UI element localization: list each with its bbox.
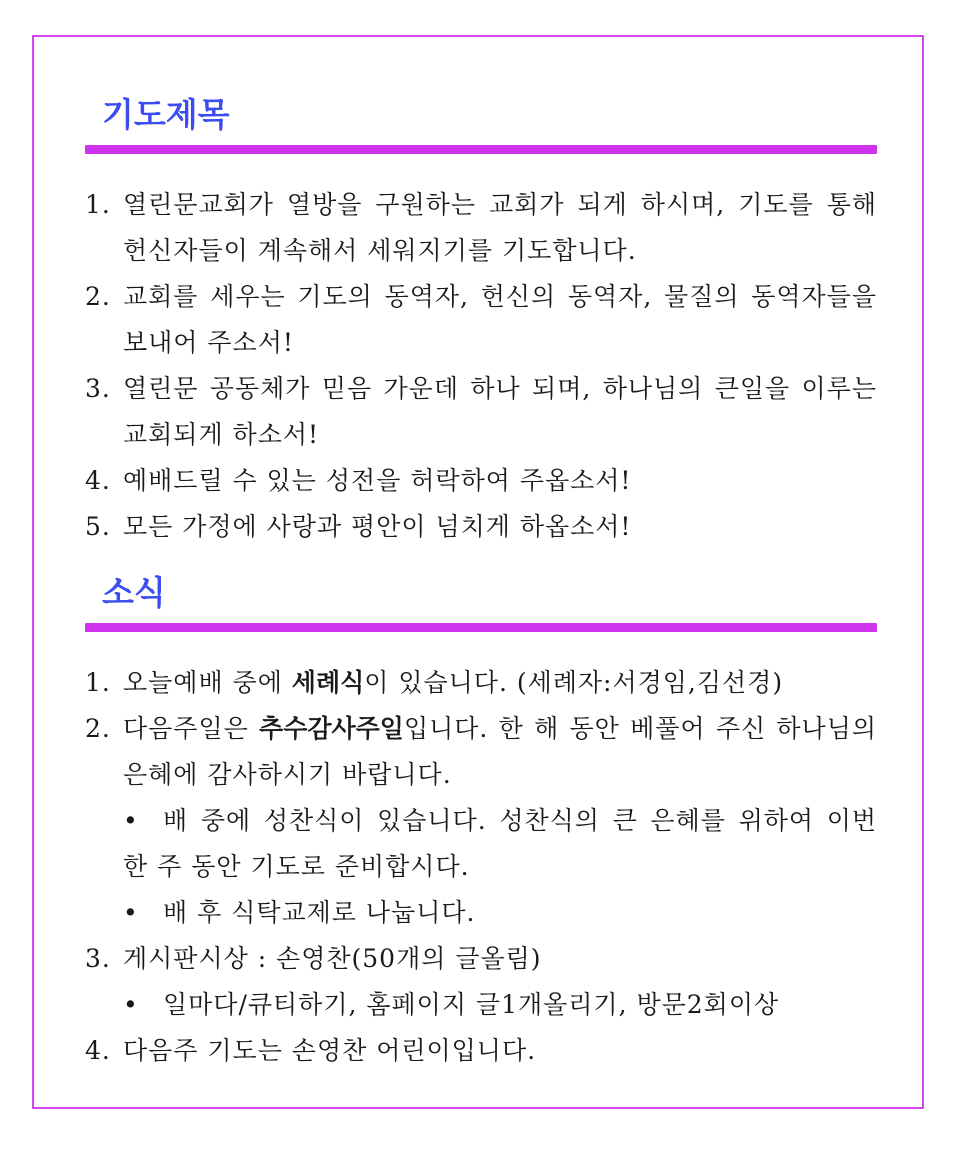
prayer-item	[85, 182, 877, 274]
item-text	[123, 660, 877, 706]
item-text: 열린문교회가 열방을 구원하는 교회가 되게 하시며, 기도를 통해 헌신자들이 계속해서 세워지기를 기도합니다.	[123, 190, 877, 265]
item-text: 모든 가정에 사랑과 평안이 넘치게 하옵소서!	[123, 512, 632, 541]
subitem-text: 배 중에 성찬식이 있습니다. 성찬식의 큰 은혜를 위하여 이번 한 주 동안 기도로 준비합시다.	[123, 806, 877, 881]
item-number: 2.	[85, 282, 111, 311]
item-text: 다음주 기도는 손영찬 어린이입니다.	[123, 1036, 537, 1065]
item-text-post: 이 있습니다. (세례자:서경임,김선경)	[364, 668, 784, 697]
bullet-icon: •	[123, 806, 139, 835]
item-text: 교회를 세우는 기도의 동역자, 헌신의 동역자, 물질의 동역자들을 보내어 주소서!	[123, 282, 877, 357]
bullet-icon: •	[123, 898, 139, 927]
item-text-pre: 오늘예배 중에	[123, 668, 292, 697]
item-text-post: 입니다. 한 해 동안 베풀어 주신 하나님의 은혜에 감사하시기 바랍니다.	[123, 714, 878, 789]
subitem-text: 배 후 식탁교제로 나눕니다.	[163, 898, 476, 927]
item-text: 예배드릴 수 있는 성전을 허락하여 주옵소서!	[123, 466, 632, 495]
item-text	[123, 706, 877, 798]
news-subitem	[85, 890, 877, 936]
item-number: 1.	[85, 190, 111, 219]
prayer-item	[85, 504, 877, 550]
prayer-item	[85, 458, 877, 504]
prayer-list	[85, 182, 877, 550]
news-heading: 소식	[102, 573, 166, 612]
prayer-heading: 기도제목	[102, 95, 230, 134]
news-subitem	[85, 798, 877, 890]
item-number: 4.	[85, 1036, 111, 1065]
news-item	[85, 706, 877, 798]
subitem-text: 일마다/큐티하기, 홈페이지 글1개올리기, 방문2회이상	[163, 990, 780, 1019]
item-number: 5.	[85, 512, 111, 541]
item-text: 열린문 공동체가 믿음 가운데 하나 되며, 하나님의 큰일을 이루는 교회되게 하소서!	[123, 374, 877, 449]
news-item	[85, 1028, 877, 1074]
baptism-highlight: 세례식	[291, 668, 365, 697]
news-section	[85, 570, 877, 1074]
prayer-divider	[85, 145, 877, 154]
prayer-item	[85, 366, 877, 458]
item-number: 3.	[85, 944, 111, 973]
news-divider	[85, 623, 877, 632]
item-number: 4.	[85, 466, 111, 495]
news-subitem	[85, 982, 877, 1028]
item-number: 3.	[85, 374, 111, 403]
item-number: 1.	[85, 668, 111, 697]
prayer-item	[85, 274, 877, 366]
thanksgiving-highlight: 추수감사주일	[259, 714, 404, 743]
news-list	[85, 660, 877, 1074]
prayer-section	[85, 92, 877, 550]
item-text: 게시판시상 : 손영찬(50개의 글올림)	[123, 944, 542, 973]
bullet-icon: •	[123, 990, 139, 1019]
news-item	[85, 936, 877, 982]
news-item	[85, 660, 877, 706]
item-number: 2.	[85, 714, 111, 743]
item-text-pre: 다음주일은	[123, 714, 260, 743]
